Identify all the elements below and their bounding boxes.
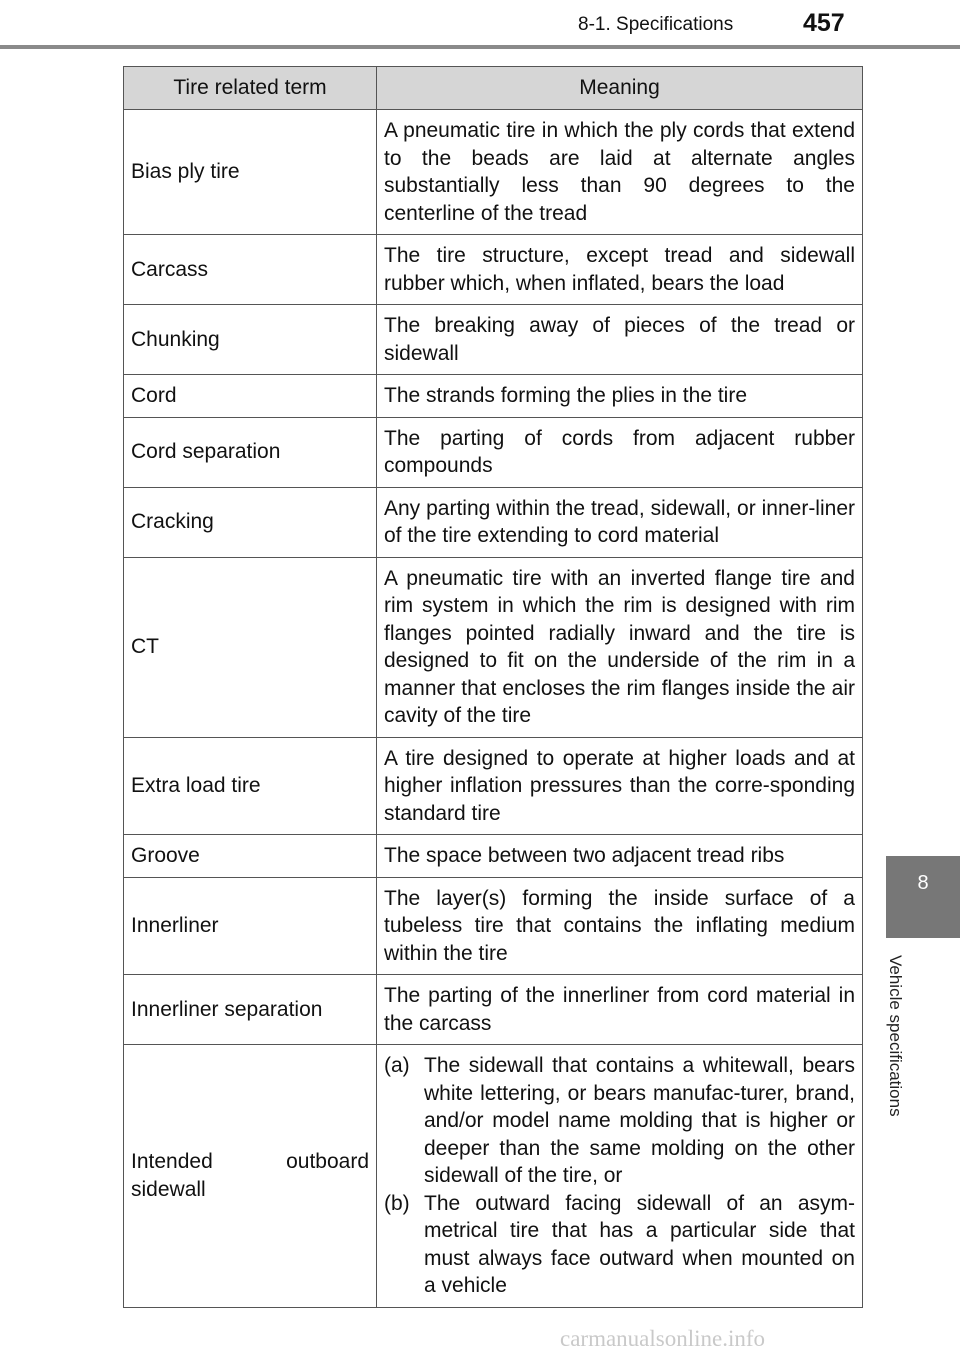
chapter-label <box>887 955 923 1155</box>
table-row <box>124 110 863 235</box>
table-row <box>124 835 863 878</box>
list-item <box>384 1190 855 1300</box>
meaning-cell: A pneumatic tire in which the ply cords that extend to the beads are laid at alternate angles substantially less than 90 degrees to the centerline of the tread <box>377 110 863 235</box>
table-row <box>124 487 863 557</box>
item-text: The outward facing sidewall of an asym-metrical tire that has a particular side that must always face outward when mounted on a vehicle <box>424 1191 855 1297</box>
term-cell: Intended outboard sidewall <box>124 1045 377 1308</box>
term-cell: Innerliner <box>124 877 377 975</box>
term-cell: Bias ply tire <box>124 110 377 235</box>
item-label: (b) <box>384 1191 410 1215</box>
meaning-cell: The parting of the innerliner from cord material in the carcass <box>377 975 863 1045</box>
term-cell: Cracking <box>124 487 377 557</box>
table-header-row <box>124 67 863 110</box>
meaning-cell: The strands forming the plies in the tire <box>377 375 863 418</box>
meaning-cell: The parting of cords from adjacent rubber compounds <box>377 417 863 487</box>
page-number: 457 <box>803 9 845 37</box>
table-row <box>124 557 863 737</box>
watermark: carmanualsonline.info <box>560 1326 766 1351</box>
chapter-number: 8 <box>917 872 929 894</box>
term-cell: Cord separation <box>124 417 377 487</box>
table-row <box>124 375 863 418</box>
table-row <box>124 417 863 487</box>
table-row <box>124 305 863 375</box>
item-text: The sidewall that contains a whitewall, bears white lettering, or bears manufac-turer, brand, and/or model name molding that is higher or deeper than the same molding on the other sidewall of the tire, or <box>424 1054 855 1187</box>
page-header <box>0 0 960 48</box>
column-header-term: Tire related term <box>124 67 377 110</box>
section-title: 8-1. Specifications <box>578 14 734 35</box>
table-row <box>124 877 863 975</box>
meaning-cell: The breaking away of pieces of the tread or sidewall <box>377 305 863 375</box>
term-cell: Groove <box>124 835 377 878</box>
column-header-meaning: Meaning <box>377 67 863 110</box>
meaning-cell: The tire structure, except tread and sidewall rubber which, when inflated, bears the load <box>377 235 863 305</box>
table-row <box>124 1045 863 1308</box>
header-divider <box>0 45 960 49</box>
list-item <box>384 1052 855 1190</box>
meaning-cell: The layer(s) forming the inside surface of a tubeless tire that contains the inflating medium within the tire <box>377 877 863 975</box>
meaning-cell: The space between two adjacent tread ribs <box>377 835 863 878</box>
term-cell: Chunking <box>124 305 377 375</box>
term-cell: Extra load tire <box>124 737 377 835</box>
term-cell: Cord <box>124 375 377 418</box>
meaning-cell <box>377 1045 863 1308</box>
tire-terms-table <box>123 66 863 1308</box>
chapter-tab <box>886 856 960 938</box>
table-row <box>124 235 863 305</box>
item-label: (a) <box>384 1054 410 1077</box>
term-cell: CT <box>124 557 377 737</box>
meaning-cell: Any parting within the tread, sidewall, or inner-liner of the tire extending to cord material <box>377 487 863 557</box>
meaning-cell: A pneumatic tire with an inverted flange tire and rim system in which the rim is designed with rim flanges pointed radially inward and the tire is designed to fit on the underside of the rim in a manner that encloses the rim flanges inside the air cavity of the tire <box>377 557 863 737</box>
table-row <box>124 737 863 835</box>
term-cell: Carcass <box>124 235 377 305</box>
meaning-cell: A tire designed to operate at higher loads and at higher inflation pressures than the corre-sponding standard tire <box>377 737 863 835</box>
chapter-label-text: Vehicle specifications <box>886 955 905 1117</box>
term-cell: Innerliner separation <box>124 975 377 1045</box>
table-row <box>124 975 863 1045</box>
